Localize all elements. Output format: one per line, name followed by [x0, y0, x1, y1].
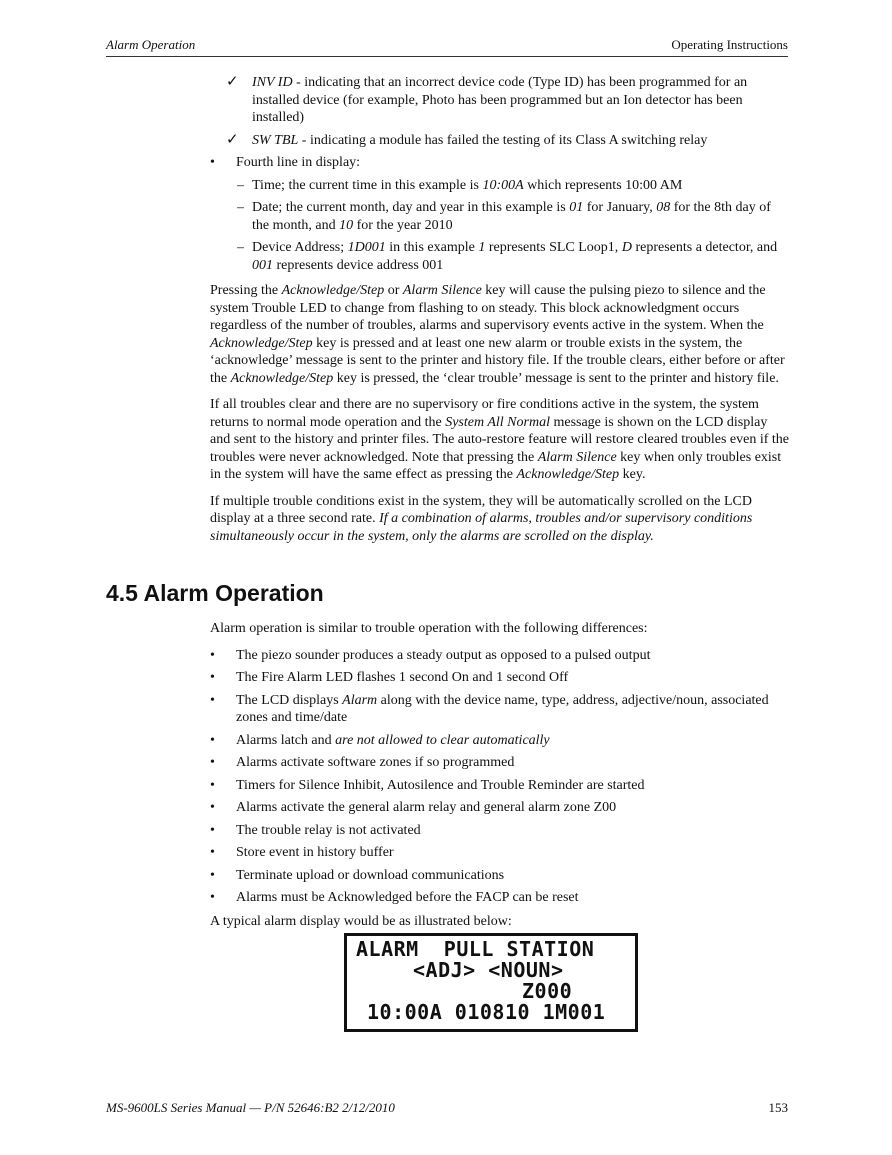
dash-item-time — [210, 177, 790, 195]
list-item — [210, 867, 790, 885]
bullet-text: The piezo sounder produces a steady output as opposed to a pulsed output — [236, 647, 651, 663]
bullet-text: Store event in history buffer — [236, 845, 394, 860]
bullet-icon: • — [210, 890, 215, 905]
list-item — [210, 844, 790, 862]
checkmark-icon: ✓ — [226, 74, 239, 90]
list-item — [210, 692, 790, 727]
bullet-icon: • — [210, 755, 215, 770]
list-item — [210, 777, 790, 795]
term: 001 — [252, 257, 273, 273]
text: Date; the current month, day and year in this example is — [252, 200, 570, 215]
term: SW TBL — [252, 132, 299, 148]
term: 08 — [656, 200, 671, 215]
text: along with the device name, type, address, adjective/noun, associated zones and time/date — [236, 692, 769, 725]
text: Alarms latch and — [236, 732, 336, 748]
check-item-sw-tbl — [226, 132, 790, 150]
page-header — [106, 36, 788, 57]
list-item — [210, 669, 790, 687]
check-text: - indicating that an incorrect device code (Type ID) has been programmed for an installed device (for example, Photo has been programmed but an Ion detector has been installed) — [252, 75, 748, 125]
lcd-display-illustration — [344, 933, 638, 1032]
term: Acknowledge/Step — [516, 467, 620, 482]
list-item — [210, 889, 790, 907]
bullet-icon: • — [210, 155, 215, 170]
bullet-icon: • — [210, 777, 215, 793]
checkmark-icon: ✓ — [226, 131, 239, 148]
term: 10:00A — [482, 177, 524, 193]
bullet-text: The Fire Alarm LED flashes 1 second On and 1 second Off — [236, 670, 569, 685]
list-item — [210, 799, 790, 817]
dash-icon: – — [237, 200, 244, 215]
intro-text: Alarm operation is similar to trouble operation with the following differences: — [210, 621, 648, 636]
text: which represents 10:00 AM — [523, 177, 683, 193]
check-item-inv-id — [226, 74, 790, 127]
term: Acknowledge/Step — [281, 283, 385, 298]
text: message is shown on the LCD display and sent to the history and printer files. The auto-restore feature will restore cleared troubles even if the troubles were never acknowledged. Note that pressing the — [210, 414, 789, 465]
lcd-line-4: 10:00A 010810 1M001 — [367, 1000, 606, 1024]
text: for January, — [583, 200, 657, 215]
bullet-text: The trouble relay is not activated — [236, 822, 421, 838]
text: The LCD displays — [236, 692, 343, 708]
text: key. — [619, 467, 646, 482]
paragraph-all-clear — [210, 396, 790, 484]
term: Acknowledge/Step — [230, 370, 334, 386]
bullet-text: Fourth line in display: — [236, 155, 361, 170]
bullet-icon: • — [210, 732, 215, 748]
text: Time; the current time in this example is — [252, 177, 483, 193]
text: for the year 2010 — [353, 217, 453, 233]
bullet-icon: • — [210, 647, 215, 663]
bullet-text: Timers for Silence Inhibit, Autosilence and Trouble Reminder are started — [236, 777, 645, 793]
text: represents a detector, and — [631, 240, 778, 255]
bullet-icon: • — [210, 800, 215, 815]
lcd-line-1: ALARM PULL STATION — [356, 937, 595, 961]
text: Device Address; — [252, 240, 348, 255]
paragraph-multiple-troubles — [210, 493, 790, 546]
alarm-operation-body — [210, 620, 790, 939]
header-section-name: Alarm Operation — [106, 37, 196, 52]
typical-display-caption: A typical alarm display would be as illustrated below: — [210, 913, 512, 929]
footer-manual-info: MS-9600LS Series Manual — P/N 52646:B2 2/12/2010 — [106, 1100, 395, 1115]
text: If multiple trouble conditions exist in the system, they will be automatically scrolled on the LCD display at a three second rate. — [210, 493, 753, 526]
list-item — [210, 647, 790, 665]
header-document-part: Operating Instructions — [671, 37, 788, 52]
bullet-icon: • — [210, 845, 215, 860]
text: key will cause the pulsing piezo to silence and the system Trouble LED to change from flashing to on steady. This block acknowledgment occurs regardless of the number of troubles, alarms and supervisory events active in the system. When the — [210, 283, 766, 333]
text: for the 8th day of the month, and — [252, 200, 771, 233]
term: 10 — [339, 217, 354, 233]
text: If all troubles clear and there are no supervisory or fire conditions active in the system, the system returns to normal mode operation and the — [210, 397, 759, 430]
text: key is pressed and at least one new alarm or trouble exists in the system, the ‘acknowledge’ message is sent to the printer and history file. If the trouble clears, either before or after the — [210, 335, 785, 386]
section-title: 4.5 Alarm Operation — [106, 580, 324, 606]
text: in this example — [385, 240, 479, 255]
term: INV ID — [252, 75, 293, 90]
text: or — [384, 283, 403, 298]
emphasis-text: If a combination of alarms, troubles and/or supervisory conditions simultaneously occur in the system, only the alarms are scrolled on the display. — [210, 511, 753, 544]
lcd-line-2: <ADJ> <NOUN> — [413, 958, 564, 982]
term: Alarm — [342, 692, 378, 708]
term: 1D001 — [347, 240, 386, 255]
term: D — [621, 240, 632, 255]
text: represents SLC Loop1, — [485, 240, 622, 255]
term: 01 — [569, 200, 584, 215]
bullet-icon: • — [210, 692, 215, 708]
paragraph-acknowledge — [210, 282, 790, 387]
list-item — [210, 754, 790, 772]
bullet-icon: • — [210, 867, 215, 883]
term: 1 — [478, 240, 486, 255]
trouble-details — [210, 74, 790, 554]
lcd-line-3: Z000 — [522, 979, 573, 1003]
dash-item-date — [210, 199, 790, 234]
term: System All Normal — [445, 414, 550, 430]
bullet-fourth-line — [210, 154, 790, 172]
term: Alarm Silence — [537, 449, 617, 465]
bullet-text: Alarms activate the general alarm relay and general alarm zone Z00 — [236, 800, 617, 815]
list-item — [210, 732, 790, 750]
text: Pressing the — [210, 283, 282, 298]
dash-icon: – — [237, 240, 244, 255]
term: Alarm Silence — [402, 283, 482, 298]
page-number: 153 — [768, 1100, 788, 1115]
bullet-text: Alarms must be Acknowledged before the FACP can be reset — [236, 890, 579, 905]
emphasis-text: are not allowed to clear automatically — [335, 732, 550, 748]
text: represents device address 001 — [273, 257, 444, 273]
check-text: - indicating a module has failed the testing of its Class A switching relay — [298, 132, 708, 148]
dash-item-device-address — [210, 239, 790, 274]
text: key is pressed, the ‘clear trouble’ message is sent to the printer and history file. — [333, 370, 779, 386]
bullet-text: Alarms activate software zones if so programmed — [236, 755, 515, 770]
bullet-icon: • — [210, 822, 215, 838]
term: Acknowledge/Step — [210, 335, 313, 351]
text: key when only troubles exist in the system will have the same effect as pressing the — [210, 449, 782, 482]
bullet-text: Terminate upload or download communications — [236, 867, 505, 883]
list-item — [210, 822, 790, 840]
bullet-icon: • — [210, 670, 215, 685]
dash-icon: – — [237, 177, 244, 193]
